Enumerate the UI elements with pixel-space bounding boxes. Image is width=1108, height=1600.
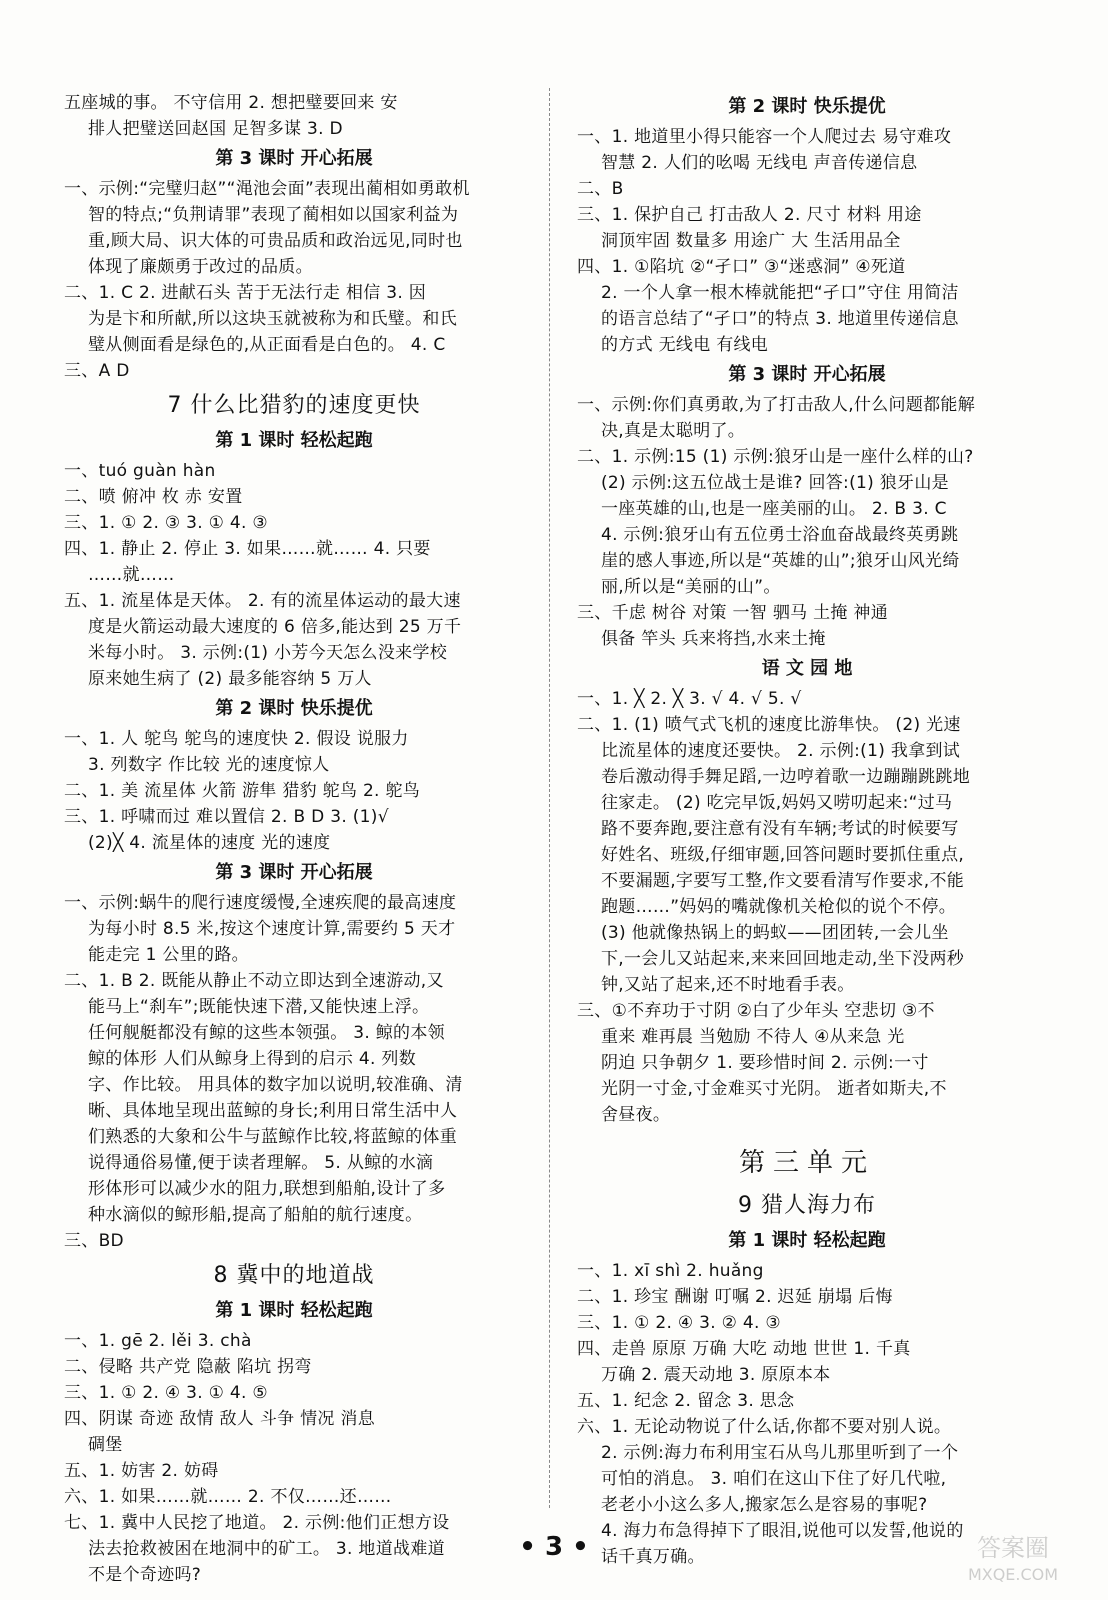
answer-line: 三、1. 保护自己 打击敌人 2. 尺寸 材料 用途 <box>577 205 922 225</box>
answer-line: 四、走兽 原原 万确 大吃 动地 世世 1. 千真 <box>577 1339 911 1359</box>
answer-line: 一、示例:蜗牛的爬行速度缓慢,全速疾爬的最高速度 <box>64 893 457 913</box>
answer-line: 六、1. 如果……就…… 2. 不仅……还…… <box>64 1487 392 1507</box>
watermark-logo <box>938 1528 1088 1588</box>
answer-line: 二、1. 示例:15 (1) 示例:狼牙山是一座什么样的山? <box>577 447 974 467</box>
section-heading: 第 1 课时 轻松起跑 <box>728 1230 886 1251</box>
answer-line: 钟,又站了起来,还不时地看手表。 <box>601 975 855 995</box>
answer-line: 能走完 1 公里的路。 <box>88 945 249 965</box>
answer-line: 法去抢救被困在地洞中的矿工。 3. 地道战难道 <box>88 1539 445 1559</box>
answer-line: 璧从侧面看是绿色的,从正面看是白色的。 4. C <box>88 335 446 355</box>
answer-line: 一、示例:你们真勇敢,为了打击敌人,什么问题都能解 <box>577 395 976 415</box>
answer-line: 二、喷 俯冲 枚 赤 安置 <box>64 487 243 507</box>
answer-line: 二、1. 珍宝 酬谢 叮嘱 2. 迟延 崩塌 后悔 <box>577 1287 893 1307</box>
answer-line: 们熟悉的大象和公牛与蓝鲸作比较,将蓝鲸的体重 <box>88 1127 458 1147</box>
answer-line: 一、1. 地道里小得只能容一个人爬过去 易守难攻 <box>577 127 952 147</box>
unit-title: 第三单元 <box>738 1148 875 1178</box>
answer-line: 俱备 竿头 兵来将挡,水来土掩 <box>601 629 826 649</box>
answer-line: 可怕的消息。 3. 咱们在这山下住了好几代啦, <box>601 1469 947 1489</box>
answer-line: 三、1. 呼啸而过 难以置信 2. B D 3. (1)√ <box>64 807 389 827</box>
right-column <box>577 90 1037 1570</box>
answer-line: 晰、具体地呈现出蓝鲸的身长;利用日常生活中人 <box>88 1101 458 1121</box>
answer-line: (2)╳ 4. 流星体的速度 光的速度 <box>88 833 331 853</box>
left-column <box>64 90 524 1588</box>
answer-line: 不要漏题,字要写工整,作文要看清写作要求,不能 <box>601 871 965 891</box>
answer-line: 舍昼夜。 <box>601 1105 671 1125</box>
watermark-title: 答案圈 <box>977 1534 1049 1562</box>
lesson-title: 8 冀中的地道战 <box>213 1263 375 1288</box>
answer-line: 五、1. 妨害 2. 妨碍 <box>64 1461 219 1481</box>
answer-line: 任何舰艇都没有鲸的这些本领强。 3. 鲸的本领 <box>88 1023 445 1043</box>
answer-line: 2. 一个人拿一根木棒就能把“孑口”守住 用简洁 <box>601 283 959 303</box>
answer-line: 2. 示例:海力布利用宝石从鸟儿那里听到了一个 <box>601 1443 959 1463</box>
answer-line: 的语言总结了“孑口”的特点 3. 地道里传递信息 <box>601 309 959 329</box>
answer-line: 三、1. ① 2. ③ 3. ① 4. ③ <box>64 513 268 533</box>
answer-line: 不是个奇迹吗? <box>88 1565 202 1585</box>
answer-line: 卷后激动得手舞足蹈,一边哼着歌一边蹦蹦跳跳地 <box>601 767 971 787</box>
answer-line: 一、1. 人 鸵鸟 鸵鸟的速度快 2. 假设 说服力 <box>64 729 409 749</box>
answer-line: 能马上“刹车”;既能快速下潜,又能快速上浮。 <box>88 997 430 1017</box>
answer-line: 洞顶牢固 数量多 用途广 大 生活用品全 <box>601 231 901 251</box>
answer-line: ……就…… <box>88 565 175 585</box>
lesson-title: 9 猎人海力布 <box>738 1193 876 1218</box>
answer-line: 4. 示例:狼牙山有五位勇士浴血奋战最终英勇跳 <box>601 525 959 545</box>
answer-line: 五、1. 流星体是天体。 2. 有的流星体运动的最大速 <box>64 591 461 611</box>
answer-line: 4. 海力布急得掉下了眼泪,说他可以发誓,他说的 <box>601 1521 964 1541</box>
answer-line: 一座英雄的山,也是一座美丽的山。 2. B 3. C <box>601 499 947 519</box>
answer-line: 下,一会儿又站起来,来来回回地走动,坐下没两秒 <box>601 949 965 969</box>
answer-line: 二、1. B 2. 既能从静止不动立即达到全速游动,又 <box>64 971 444 991</box>
answer-line: 五座城的事。 不守信用 2. 想把璧要回来 安 <box>64 93 398 113</box>
answer-line: 智慧 2. 人们的吆喝 无线电 声音传递信息 <box>601 153 918 173</box>
answer-line: 的方式 无线电 有线电 <box>601 335 769 355</box>
section-heading: 第 1 课时 轻松起跑 <box>215 430 373 451</box>
answer-line: 重,顾大局、识大体的可贵品质和政治远见,同时也 <box>88 231 463 251</box>
section-heading: 第 1 课时 轻松起跑 <box>215 1300 373 1321</box>
answer-line: 碉堡 <box>88 1435 123 1455</box>
answer-line: 三、A D <box>64 361 130 381</box>
answer-line: 四、1. 静止 2. 停止 3. 如果……就…… 4. 只要 <box>64 539 431 559</box>
answer-line: 说得通俗易懂,便于读者理解。 5. 从鲸的水滴 <box>88 1153 434 1173</box>
answer-line: 一、1. gē 2. lěi 3. chà <box>64 1331 252 1351</box>
answer-line: 比流星体的速度还要快。 2. 示例:(1) 我拿到试 <box>601 741 961 761</box>
section-heading: 第 2 课时 快乐提优 <box>728 96 886 117</box>
answer-line: 字、作比较。 用具体的数字加以说明,较准确、清 <box>88 1075 463 1095</box>
answer-line: 智的特点;“负荆请罪”表现了蔺相如以国家利益为 <box>88 205 459 225</box>
answer-line: 种水滴似的鲸形船,提高了船舶的航行速度。 <box>88 1205 423 1225</box>
section-heading: 第 3 课时 开心拓展 <box>215 148 373 169</box>
answer-line: 一、1. ╳ 2. ╳ 3. √ 4. √ 5. √ <box>577 689 802 709</box>
answer-line: 形体形可以减少水的阻力,联想到船舶,设计了多 <box>88 1179 446 1199</box>
answer-line: 米每小时。 3. 示例:(1) 小芳今天怎么没来学校 <box>88 643 448 663</box>
answer-line: 四、1. ①陷坑 ②“孑口” ③“迷惑洞” ④死道 <box>577 257 906 277</box>
answer-line: 丽,所以是“美丽的山”。 <box>601 577 781 597</box>
answer-line: 六、1. 无论动物说了什么话,你都不要对别人说。 <box>577 1417 952 1437</box>
page-number: • 3 • <box>519 1532 589 1562</box>
answer-line: 3. 列数字 作比较 光的速度惊人 <box>88 755 330 775</box>
watermark-url: MXQE.COM <box>967 1565 1059 1584</box>
answer-line: (3) 他就像热锅上的蚂蚁——团团转,一会儿坐 <box>601 923 949 943</box>
section-heading: 语 文 园 地 <box>761 658 853 679</box>
answer-line: 五、1. 纪念 2. 留念 3. 思念 <box>577 1391 795 1411</box>
answer-line: 排人把璧送回赵国 足智多谋 3. D <box>88 119 343 139</box>
answer-line: 阴迫 只争朝夕 1. 要珍惜时间 2. 示例:一寸 <box>601 1053 929 1073</box>
answer-line: 一、tuó guàn hàn <box>64 461 216 481</box>
answer-line: 老老小小这么多人,搬家怎么是容易的事呢? <box>601 1495 928 1515</box>
answer-line: 光阴一寸金,寸金难买寸光阴。 逝者如斯夫,不 <box>601 1079 947 1099</box>
answer-line: 话千真万确。 <box>601 1547 705 1567</box>
answer-line: 体现了廉颇勇于改过的品质。 <box>88 257 313 277</box>
section-heading: 第 2 课时 快乐提优 <box>215 698 373 719</box>
section-heading: 第 3 课时 开心拓展 <box>215 862 373 883</box>
answer-line: 三、①不弃功于寸阴 ②白了少年头 空悲切 ③不 <box>577 1001 935 1021</box>
answer-line: 二、1. C 2. 进献石头 苦于无法行走 相信 3. 因 <box>64 283 427 303</box>
answer-line: 好姓名、班级,仔细审题,回答问题时要抓住重点, <box>601 845 965 865</box>
answer-line: 往家走。 (2) 吃完早饭,妈妈又唠叨起来:“过马 <box>601 793 953 813</box>
answer-line: 三、千虑 树谷 对策 一智 驷马 土掩 神通 <box>577 603 889 623</box>
answer-line: 二、B <box>577 179 624 199</box>
answer-line: 度是火箭运动最大速度的 6 倍多,能达到 25 万千 <box>88 617 462 637</box>
answer-line: 决,真是太聪明了。 <box>601 421 746 441</box>
answer-line: 万确 2. 震天动地 3. 原原本本 <box>601 1365 831 1385</box>
answer-line: 三、BD <box>64 1231 124 1251</box>
answer-line: 四、阴谋 奇迹 敌情 敌人 斗争 情况 消息 <box>64 1409 376 1429</box>
lesson-title: 7 什么比猎豹的速度更快 <box>167 393 421 418</box>
answer-line: 一、示例:“完璧归赵”“渑池会面”表现出蔺相如勇敢机 <box>64 179 470 199</box>
answer-line: (2) 示例:这五位战士是谁? 回答:(1) 狼牙山是 <box>601 473 949 493</box>
section-heading: 第 3 课时 开心拓展 <box>728 364 886 385</box>
answer-line: 跑题……”妈妈的嘴就像机关枪似的说个不停。 <box>601 897 957 917</box>
column-divider <box>549 88 550 1508</box>
answer-line: 路不要奔跑,要注意有没有车辆;考试的时候要写 <box>601 819 959 839</box>
answer-line: 为每小时 8.5 米,按这个速度计算,需要约 5 天才 <box>88 919 456 939</box>
answer-line: 二、1. (1) 喷气式飞机的速度比游隼快。 (2) 光速 <box>577 715 961 735</box>
answer-line: 原来她生病了 (2) 最多能容纳 5 万人 <box>88 669 372 689</box>
answer-line: 为是卞和所献,所以这块玉就被称为和氏璧。和氏 <box>88 309 458 329</box>
answer-line: 二、侵略 共产党 隐蔽 陷坑 拐弯 <box>64 1357 312 1377</box>
answer-line: 崖的感人事迹,所以是“英雄的山”;狼牙山风光绮 <box>601 551 960 571</box>
answer-line: 三、1. ① 2. ④ 3. ① 4. ⑤ <box>64 1383 268 1403</box>
answer-line: 二、1. 美 流星体 火箭 游隼 猎豹 鸵鸟 2. 鸵鸟 <box>64 781 421 801</box>
answer-line: 三、1. ① 2. ④ 3. ② 4. ③ <box>577 1313 781 1333</box>
answer-line: 重来 难再晨 当勉励 不待人 ④从来急 光 <box>601 1027 905 1047</box>
answer-line: 一、1. xī shì 2. huǎng <box>577 1261 764 1281</box>
answer-line: 鲸的体形 人们从鲸身上得到的启示 4. 列数 <box>88 1049 417 1069</box>
answer-line: 七、1. 冀中人民挖了地道。 2. 示例:他们正想方设 <box>64 1513 450 1533</box>
